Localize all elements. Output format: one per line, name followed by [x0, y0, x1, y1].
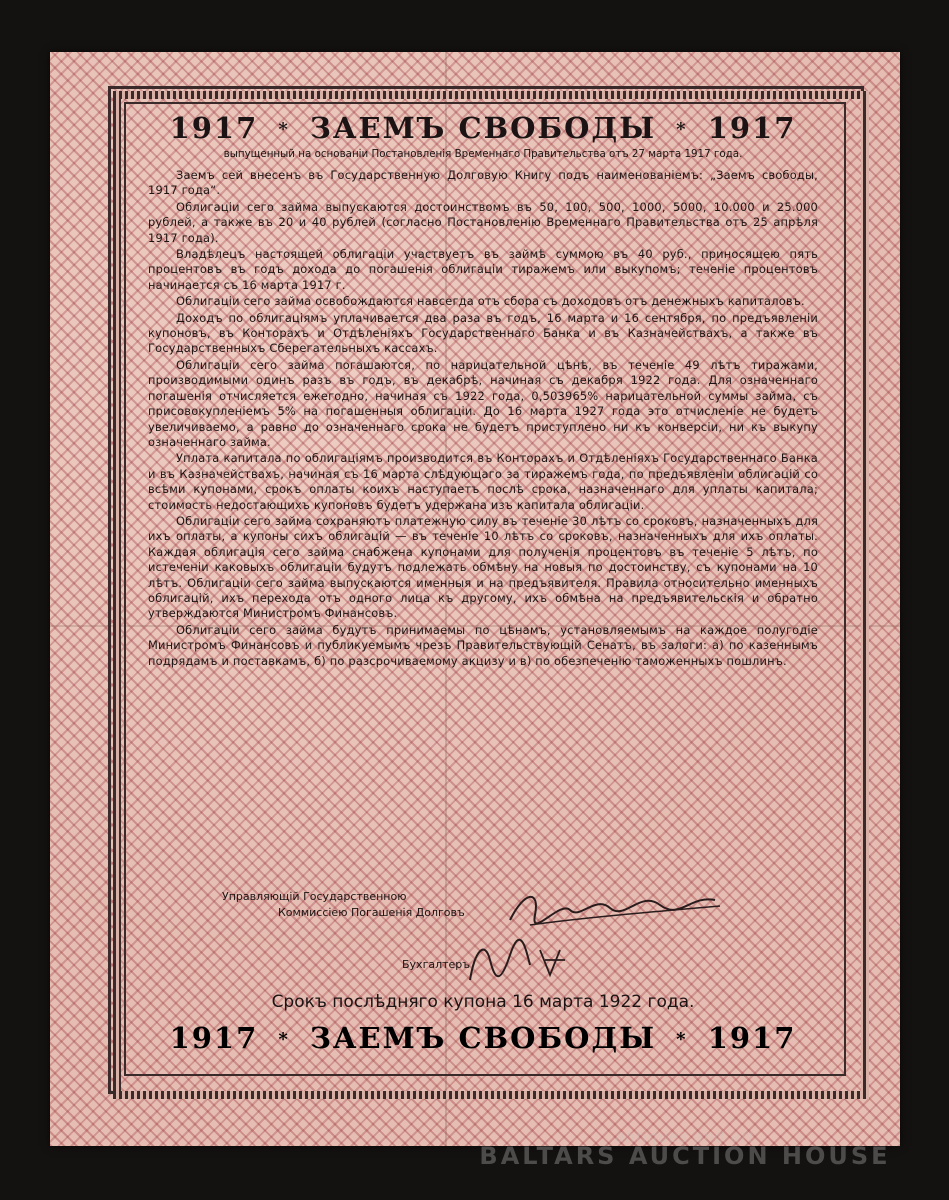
watermark-name: BALTARS AUCTION HOUSE: [479, 1142, 891, 1170]
footer-year-left: 1917: [169, 1021, 259, 1055]
header-star-right: *: [676, 119, 688, 140]
signatory-line-1: Управляющій Государственною: [222, 890, 407, 903]
paragraph-7: Уплата капитала по облигаціямъ производится въ Конторахъ и Отдѣленіяхъ Государственнаго Банка и въ Казначействахъ, начиная съ 16 марта слѣдующаго за тиражемъ года, по предъявленіи облигацій со всѣми купонами, срокъ оплаты коихъ наступаетъ послѣ срока, назначеннаго для уплаты капитала; стоимость недостающихъ купоновъ будетъ удержана изъ капитала облигаціи.: [148, 451, 818, 512]
header-star-left: *: [278, 119, 290, 140]
paragraph-8: Облигаціи сего займа сохраняютъ платежную силу въ теченіе 30 лѣтъ со сроковъ, назначенныхъ для ихъ оплаты, а купоны сихъ облигацій — въ теченіе 10 лѣтъ со сроковъ, назначенныхъ для ихъ оплаты. Каждая облигація сего займа снабжена купонами для полученія процентовъ въ теченіе 5 лѣтъ, по истеченіи каковыхъ облигаціи будутъ подлежать обмѣну на новыя по достоинству, съ купонами на 10 лѣтъ. Облигаціи сего займа выпускаются именныя и на предъявителя. Правила относительно именныхъ облигацій, ихъ перехода отъ одного лица къ другому, ихъ обмѣна на предъявительскія и обратно утверждаются Министромъ Финансовъ.: [148, 513, 818, 621]
header-title: [148, 108, 818, 150]
footer-star-right: *: [676, 1029, 688, 1050]
footer-title: [148, 1018, 818, 1060]
accountant-label: Бухгалтеръ: [402, 958, 471, 971]
paragraph-3: Владѣлецъ настоящей облигаціи участвуетъ въ займѣ суммою въ 40 руб., приносящею пять процентовъ въ годъ дохода до погашенія облигаціи тиражемъ или выкупомъ; теченіе процентовъ начинается съ 16 марта 1917 г.: [148, 247, 818, 292]
coupon-deadline: Срокъ послѣдняго купона 16 марта 1922 года.: [271, 992, 695, 1012]
auction-watermark: [470, 1128, 900, 1170]
footer-star-left: *: [278, 1029, 290, 1050]
bond-text-block: [148, 108, 818, 670]
header-title-text: ЗАЕМЪ СВОБОДЫ: [309, 111, 657, 145]
paragraph-5: Доходъ по облигаціямъ уплачивается два раза въ годъ, 16 марта и 16 сентября, по предъявленіи купоновъ, въ Конторахъ и Отдѣленіяхъ Государственнаго Банка и въ Казначействахъ, а также въ Государственныхъ Сберегательныхъ кассахъ.: [148, 310, 818, 356]
header-year-right: 1917: [707, 111, 797, 145]
footer-title-text: ЗАЕМЪ СВОБОДЫ: [309, 1021, 657, 1055]
subtitle: выпущенный на основаніи Постановленія Временнаго Правительства отъ 27 марта 1917 года.: [223, 148, 743, 160]
signatory-line-2: Коммиссіею Погашенія Долговъ: [278, 906, 465, 919]
header-year-left: 1917: [169, 111, 259, 145]
paragraph-6: Облигаціи сего займа погашаются, по нарицательной цѣнѣ, въ теченіе 49 лѣтъ тиражами, производимыми одинъ разъ въ годъ, въ декабрѣ, начиная съ декабря 1922 года. Для означеннаго погашенія отчисляется ежегодно, начиная съ 1922 года, 0,503965% нарицательной суммы займа, съ присовокупленіемъ 5% на погашенныя облигаціи. До 16 марта 1927 года это отчисленіе не будетъ увеличиваемо, а равно до означеннаго срока не будетъ приступлено ни къ конверсіи, ни къ выкупу означеннаго займа.: [148, 357, 818, 449]
paragraph-4: Облигаціи сего займа освобождаются навсегда отъ сбора съ доходовъ отъ денежныхъ капиталовъ.: [176, 294, 805, 309]
watermark-tagline: antiques and art: [615, 1128, 755, 1146]
footer-year-right: 1917: [707, 1021, 797, 1055]
paragraph-1: Заемъ сей внесенъ въ Государственную Долговую Книгу подъ наименованіемъ: „Заемъ свободы, 1917 года“.: [148, 168, 818, 198]
paragraph-2: Облигаціи сего займа выпускаются достоинствомъ въ 50, 100, 500, 1000, 5000, 10.000 и 25.000 рублей, а также въ 20 и 40 рублей (согласно Постановленію Временнаго Правительства отъ 25 апрѣля 1917 года).: [148, 199, 818, 245]
accountant-signature: [455, 930, 585, 990]
paragraph-9: Облигаціи сего займа будутъ принимаемы по цѣнамъ, установляемымъ на каждое полугодіе Министромъ Финансовъ и публикуемымъ чрезъ Правительствующій Сенатъ, въ залоги: а) по казеннымъ подрядамъ и поставкамъ, б) по разсрочиваемому акцизу и в) по обезпеченію таможенныхъ пошлинъ.: [148, 622, 818, 668]
